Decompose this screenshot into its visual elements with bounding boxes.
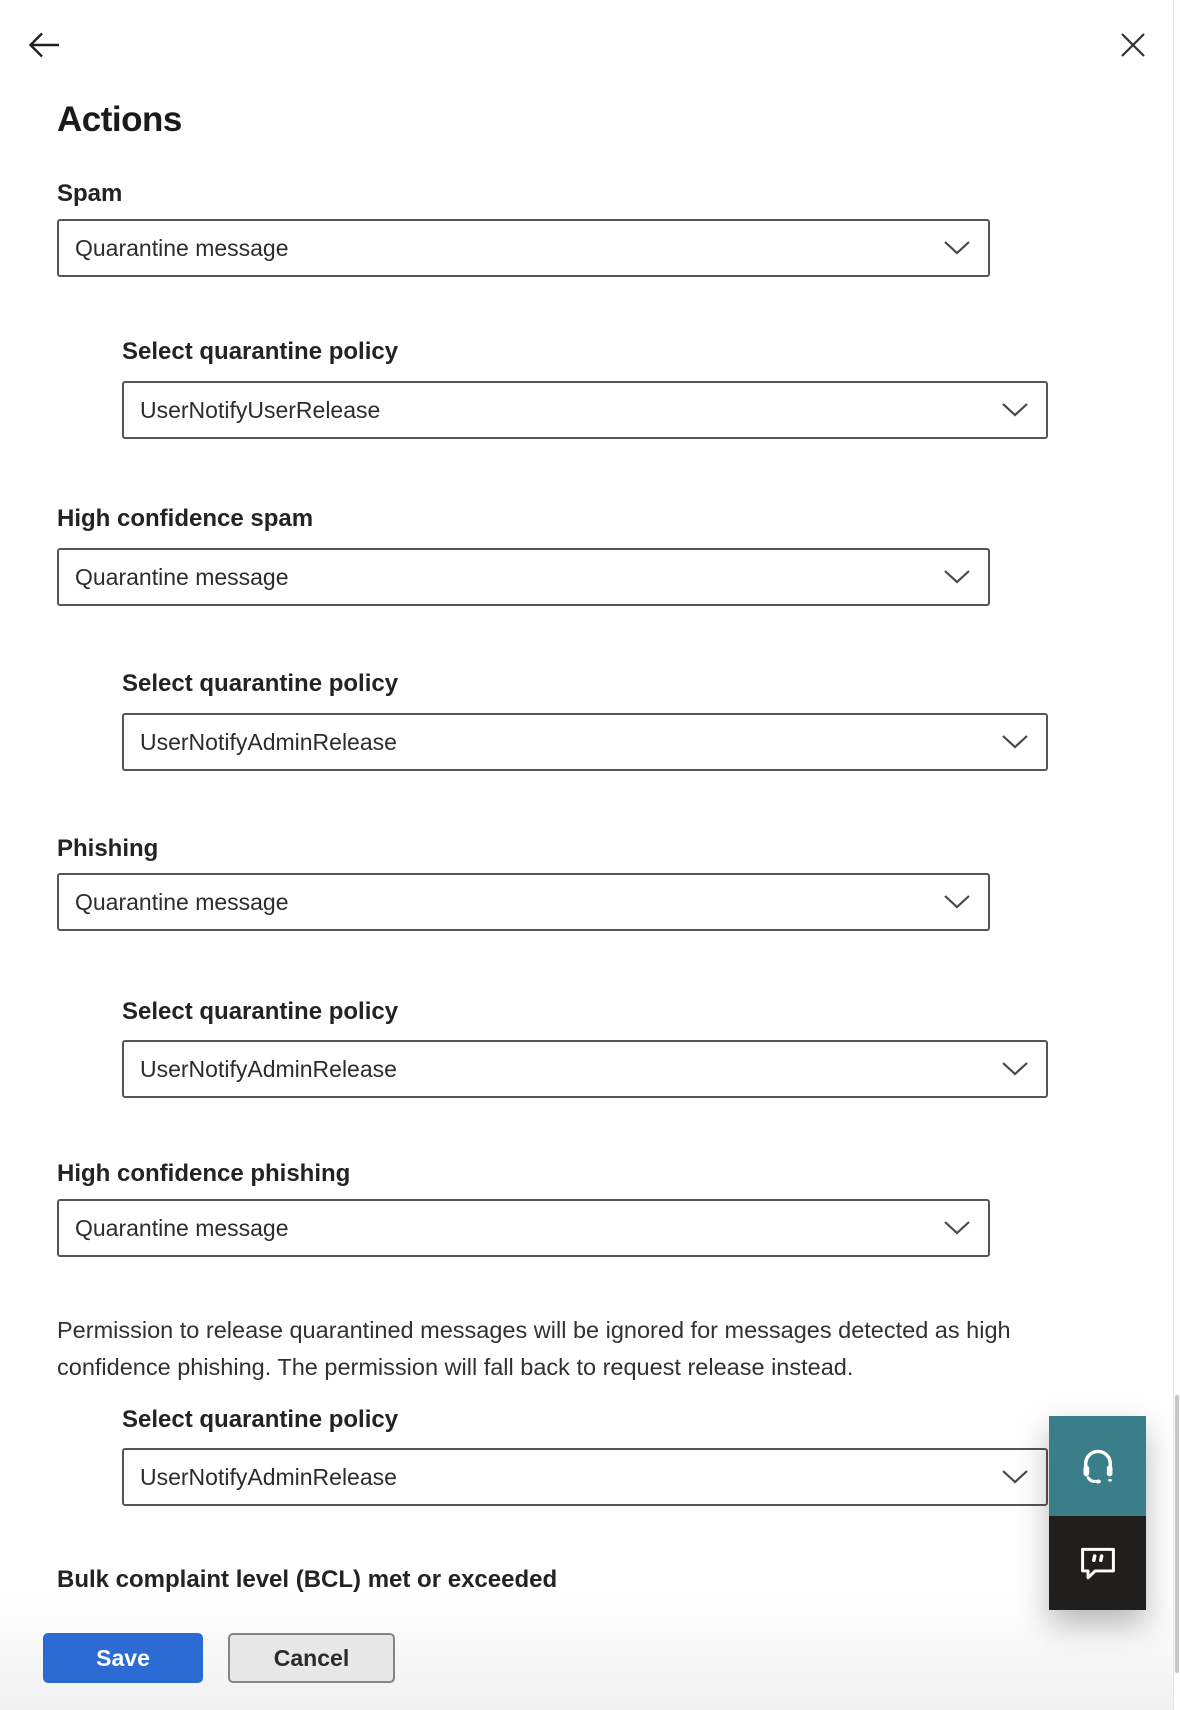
spam-action-dropdown[interactable] [57,219,990,277]
phishing-policy-dropdown[interactable] [122,1040,1048,1098]
chevron-down-icon [944,895,970,909]
close-button[interactable] [1117,29,1149,61]
phishing-policy-label: Select quarantine policy [122,998,399,1025]
high-confidence-spam-policy-value: UserNotifyAdminRelease [140,728,397,755]
spam-policy-value: UserNotifyUserRelease [140,396,381,423]
high-confidence-spam-policy-label: Select quarantine policy [122,670,399,697]
headset-icon [1076,1443,1120,1490]
close-icon [1117,49,1149,64]
high-confidence-spam-action-dropdown[interactable] [57,548,990,606]
chevron-down-icon [1002,403,1028,417]
spam-policy-label: Select quarantine policy [122,338,399,365]
high-confidence-spam-action-value: Quarantine message [75,563,289,590]
feedback-chat-icon [1077,1541,1119,1586]
chevron-down-icon [1002,1062,1028,1076]
save-button[interactable]: Save [43,1633,203,1683]
phishing-policy-value: UserNotifyAdminRelease [140,1055,397,1082]
page-title: Actions [57,100,182,139]
chevron-down-icon [944,1221,970,1235]
high-confidence-spam-policy-dropdown[interactable] [122,713,1048,771]
high-confidence-phishing-note: Permission to release quarantined messages will be ignored for messages detected as high confidence phishing. The permission will fall back to request release instead. [57,1317,1011,1380]
spam-action-value: Quarantine message [75,234,289,261]
feedback-button[interactable] [1049,1516,1146,1610]
footer-bar [0,1592,1180,1710]
spam-label: Spam [57,180,123,207]
chevron-down-icon [944,241,970,255]
spam-policy-dropdown[interactable] [122,381,1048,439]
floating-button-column [1049,1416,1146,1610]
back-button[interactable] [26,27,62,63]
high-confidence-phishing-policy-dropdown[interactable] [122,1448,1048,1506]
help-button[interactable] [1049,1416,1146,1516]
high-confidence-phishing-action-value: Quarantine message [75,1214,289,1241]
high-confidence-phishing-action-dropdown[interactable] [57,1199,990,1257]
chevron-down-icon [944,570,970,584]
chevron-down-icon [1002,735,1028,749]
high-confidence-phishing-policy-label: Select quarantine policy [122,1406,399,1433]
arrow-left-icon [26,51,62,66]
high-confidence-phishing-label: High confidence phishing [57,1160,351,1187]
phishing-label: Phishing [57,835,159,862]
cancel-button[interactable]: Cancel [228,1633,395,1683]
phishing-action-dropdown[interactable] [57,873,990,931]
high-confidence-phishing-policy-value: UserNotifyAdminRelease [140,1463,397,1490]
high-confidence-spam-label: High confidence spam [57,505,314,532]
phishing-action-value: Quarantine message [75,888,289,915]
scrollbar-track[interactable] [1173,0,1180,1710]
scrollbar-thumb[interactable] [1175,1395,1179,1673]
bulk-complaint-label: Bulk complaint level (BCL) met or exceeded [57,1566,558,1592]
chevron-down-icon [1002,1470,1028,1484]
